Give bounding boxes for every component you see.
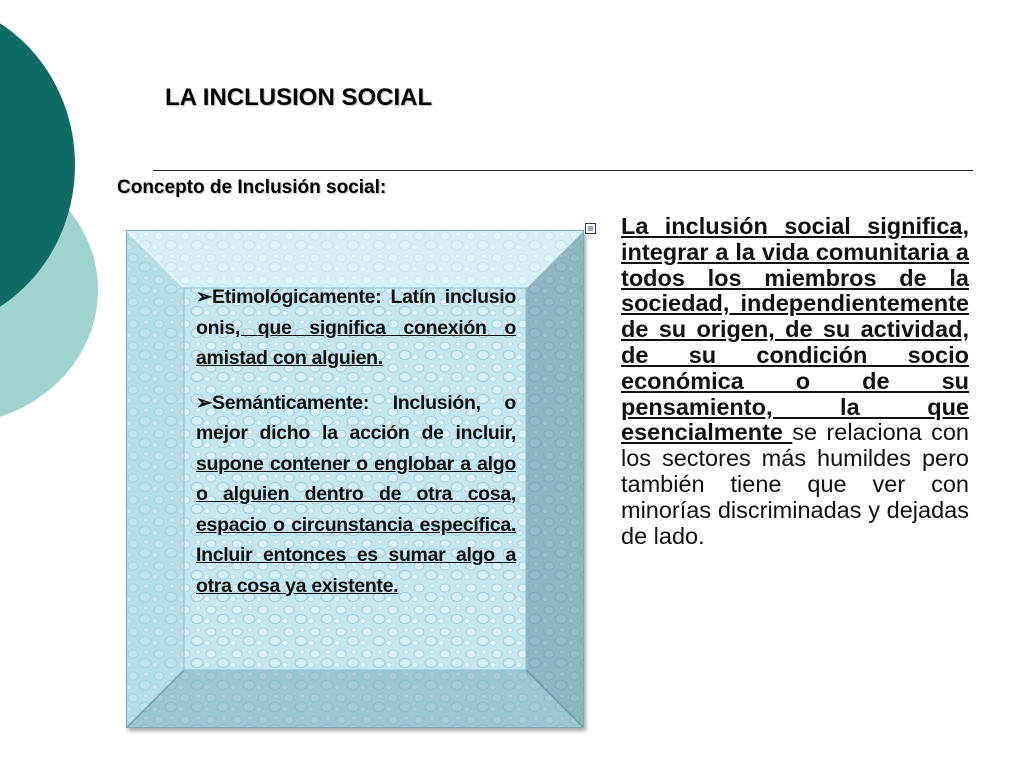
title-divider [153,170,973,171]
etymology-rest: , que significa conexión o amistad con alguien. [196,316,516,369]
semantics-paragraph [196,388,516,602]
textured-bevel-panel [126,230,584,728]
definition-emphasis: La inclusión social significa, integrar a la vida comunitaria a todos los miembros de la sociedad, independientemente de su origen, de su actividad, de su condición socio económica o de su pensamiento, la que esencialmente [621,213,969,446]
semantics-rest: supone contener o englobar a algo o alguien dentro de otra cosa, espacio o circunstancia específica. Incluir entonces es sumar algo a otra cosa ya existente. [196,452,516,597]
etymology-lead: Etimológicamente: Latín inclusio onis [196,286,516,339]
arrow-bullet-icon: ➢ [196,286,213,308]
slide-subtitle: Concepto de Inclusión social: [117,177,387,198]
panel-text-content [196,282,516,615]
arrow-bullet-icon: ➢ [196,391,213,414]
semantics-lead: Semánticamente: Inclusión, o mejor dicho la acción de incluir, [196,391,516,444]
definition-plain: se relaciona con los sectores más humildes pero también tiene que ver con minorías discriminadas y dejadas de lado. [621,419,969,549]
etymology-paragraph [196,282,516,374]
slide-title: LA INCLUSION SOCIAL [165,84,433,111]
definition-paragraph [621,214,969,549]
square-bullet-icon [585,223,596,234]
